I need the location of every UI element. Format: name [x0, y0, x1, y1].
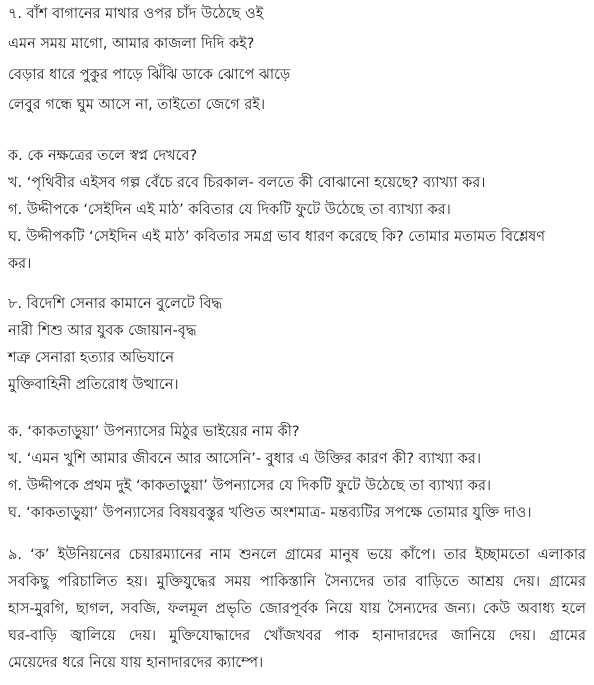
q7-question-ga: গ. উদ্দীপকে ‘সেইদিন এই মাঠ’ কবিতার যে দিকটি ফুটে উঠেছে তা ব্যাখ্যা কর।: [8, 202, 451, 218]
q9-paragraph-line: ঘর-বাড়ি জ্বালিয়ে দেয়। মুক্তিযোদ্ধাদের খোঁজখবর পাক হানাদারদের জানিয়ে দেয়। গ্রামের: [8, 628, 586, 644]
q7-question-ka: ক. কে নক্ষত্রের তলে স্বপ্ন দেখবে?: [8, 148, 198, 164]
q8-poem-line: নারী শিশু আর যুবক জোয়ান-বৃদ্ধ: [8, 323, 197, 339]
q7-poem-line: ৭. বাঁশ বাগানের মাথার ওপর চাঁদ উঠেছে ওই: [8, 6, 264, 22]
q8-question-ga: গ. উদ্দীপকে প্রথম দুই ‘কাকতাড়ুয়া’ উপন্যাসের যে দিকটি ফুটে উঠেছে তা ব্যাখ্যা কর।: [8, 478, 492, 494]
q9-paragraph-line: ৯. ‘ক’ ইউনিয়নের চেয়ারম্যানের নাম শুনলে গ্রামের মানুষ ভয়ে কাঁপে। তার ইচ্ছামতো এলাকার: [8, 547, 586, 563]
q7-poem-line: এমন সময় মাগো, আমার কাজলা দিদি কই?: [8, 36, 255, 52]
q8-question-ka: ক. ‘কাকতাড়ুয়া’ উপন্যাসের মিঠুর ভাইয়ের নাম কী?: [8, 424, 300, 440]
q7-poem-line: বেড়ার ধারে পুকুর পাড়ে ঝিঁঝি ডাকে ঝোপে ঝাড়ে: [8, 67, 291, 83]
q7-poem-line: লেবুর গন্ধে ঘুম আসে না, তাইতো জেগে রই।: [8, 97, 266, 113]
q8-poem-line: ৮. বিদেশি সেনার কামানে বুলেটে বিদ্ধ: [8, 296, 223, 312]
q8-question-gha: ঘ. ‘কাকতাড়ুয়া’ উপন্যাসের বিষয়বস্তুর খণ্ডিত অংশমাত্র- মন্তব্যটির সপক্ষে তোমার যুক্তি দাও।: [8, 505, 532, 521]
q7-question-kha: খ. ‘পৃথিবীর এইসব গল্প বেঁচে রবে চিরকাল- বলতে কী বোঝানো হয়েছে? ব্যাখ্যা কর।: [8, 175, 486, 191]
q7-question-gha-continued: কর।: [8, 256, 32, 272]
q9-paragraph-line: মেয়েদের ধরে নিয়ে যায় হানাদারদের ক্যাম্পে।: [8, 655, 264, 671]
q7-question-gha: ঘ. উদ্দীপকটি ‘সেইদিন এই মাঠ’ কবিতার সমগ্র ভাব ধারণ করেছে কি? তোমার মতামত বিশ্লেষণ: [8, 229, 546, 245]
q8-poem-line: মুক্তিবাহিনী প্রতিরোধ উত্থানে।: [8, 377, 179, 393]
q8-poem-line: শত্রু সেনারা হত্যার অভিযানে: [8, 350, 175, 366]
q8-question-kha: খ. ‘এমন খুশি আমার জীবনে আর আসেনি’- বুধার এ উক্তির কারণ কী? ব্যাখ্যা কর।: [8, 451, 482, 467]
q9-paragraph-line: হাস-মুরগি, ছাগল, সবজি, ফলমূল প্রভৃতি জোরপূর্বক নিয়ে যায় সৈন্যদের জন্য। কেউ অবাধ্য হলে: [8, 601, 586, 617]
q9-paragraph-line: সবকিছু পরিচালিত হয়। মুক্তিযুদ্ধের সময় পাকিস্তানি সৈন্যদের তার বাড়িতে আশ্রয় দেয়। গ্রামের: [8, 574, 586, 590]
